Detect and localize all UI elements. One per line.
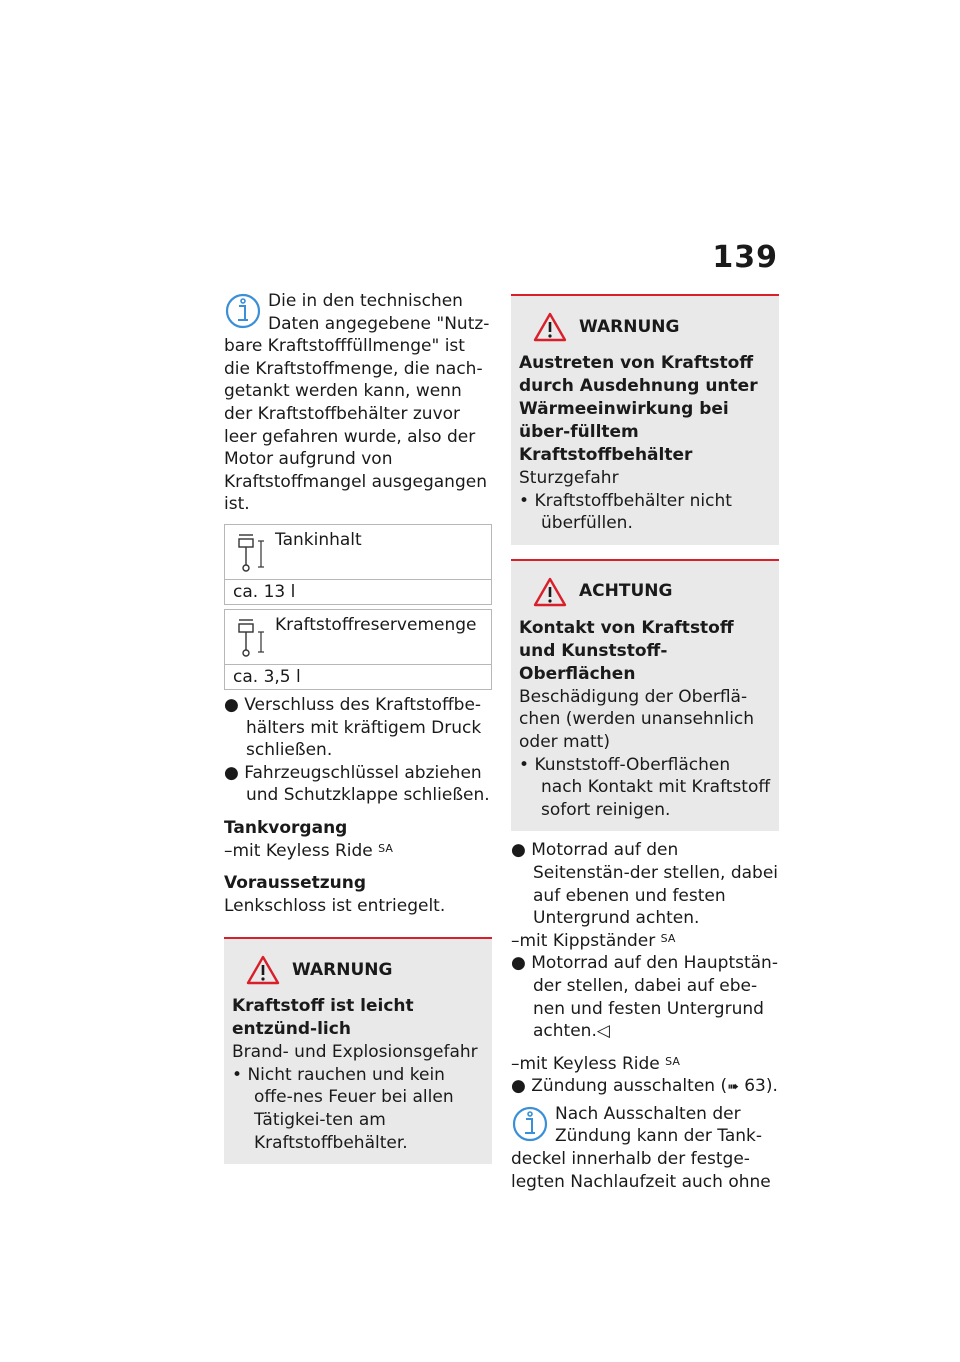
spec-tank-capacity	[224, 524, 492, 605]
left-column	[224, 290, 492, 1164]
arrow-icon[interactable]: ➠	[727, 1079, 739, 1096]
fuel-gauge-icon	[237, 533, 265, 573]
bullet-item: ● Zündung ausschalten (➠ 63).	[511, 1076, 778, 1097]
section-heading: Voraussetzung	[224, 873, 367, 894]
page-reference[interactable]: 63).	[744, 1076, 778, 1097]
caution-item: • Kunststoff-Oberflächen nach Kontakt mit Kraftstoff sofort reinigen.	[519, 754, 771, 820]
warning-heading: Austreten von Kraftstoff durch Ausdehnung unter Wärmeeinwirkung bei über-fülltem Kraftstoffbehälter	[519, 353, 758, 465]
bullet-item: ● Verschluss des Kraftstoffbe-hälters mit kräftigem Druck schließen.	[224, 694, 482, 761]
caution-title: ACHTUNG	[579, 581, 673, 602]
bullet-item: ● Motorrad auf den Hauptstän-der stellen, dabei auf ebe-nen und festen Untergrund achten.◁	[511, 953, 778, 1042]
warning-item: • Kraftstoffbehälter nicht überfüllen.	[519, 490, 732, 534]
fuel-gauge-icon	[237, 618, 265, 658]
condition-line: –mit Keyless Ride $^{SA}$	[511, 1053, 680, 1074]
section-heading: Tankvorgang	[224, 817, 348, 838]
right-column	[511, 294, 779, 1193]
page-number: 139	[712, 240, 778, 275]
warning-risk: Brand- und Explosionsgefahr	[232, 1042, 478, 1063]
precondition-text: Lenkschloss ist entriegelt.	[224, 895, 446, 916]
warning-triangle-icon	[533, 312, 567, 342]
warning-heading: Kraftstoff ist leicht entzünd-lich	[232, 996, 414, 1040]
spec-value: ca. 3,5 l	[233, 666, 301, 687]
condition-line: –mit Keyless Ride $^{SA}$	[224, 840, 393, 861]
caution-heading: Kontakt von Kraftstoff und Kunststoff-Oberflächen	[519, 617, 734, 684]
warning-box	[511, 294, 779, 545]
info-note	[224, 290, 492, 516]
info-note-text: Nach Ausschalten der Zündung kann der Tank-deckel innerhalb der festge-legten Nachlaufzeit auch ohne	[511, 1103, 771, 1192]
warning-triangle-icon	[246, 955, 280, 985]
condition-line: –mit Kippständer $^{SA}$	[511, 930, 676, 951]
spec-label: Kraftstoffreservemenge	[275, 614, 477, 635]
bullet-item: ● Motorrad auf den Seitenstän-der stellen, dabei auf ebenen und festen Untergrund achten.	[511, 840, 779, 929]
warning-title: WARNUNG	[579, 316, 680, 337]
spec-label: Tankinhalt	[275, 529, 362, 550]
info-note-text: Die in den technischen Daten angegebene "Nutz-bare Kraftstofffüllmenge" ist die Kraftstoffmenge, die nach-getankt werden kann, wenn der Kraftstoffbehälter zuvor leer gefahren wurde, also der Motor aufgrund von Kraftstoffmangel ausgegangen ist.	[224, 291, 490, 515]
warning-title: WARNUNG	[292, 959, 393, 980]
warning-box	[224, 937, 492, 1164]
warning-item: • Nicht rauchen und kein offe-nes Feuer bei allen Tätigkei-ten am Kraftstoffbehälter.	[232, 1064, 454, 1153]
caution-risk: Beschädigung der Oberflä-chen (werden unansehnlich oder matt)	[519, 686, 755, 752]
spec-reserve	[224, 609, 492, 690]
info-icon	[224, 292, 262, 330]
bullet-item: ● Fahrzeugschlüssel abziehen und Schutzklappe schließen.	[224, 762, 490, 806]
info-note	[511, 1103, 779, 1193]
info-icon	[511, 1105, 549, 1143]
warning-risk: Sturzgefahr	[519, 468, 619, 488]
warning-triangle-icon	[533, 577, 567, 607]
spec-value: ca. 13 l	[233, 581, 296, 602]
caution-box	[511, 559, 779, 832]
